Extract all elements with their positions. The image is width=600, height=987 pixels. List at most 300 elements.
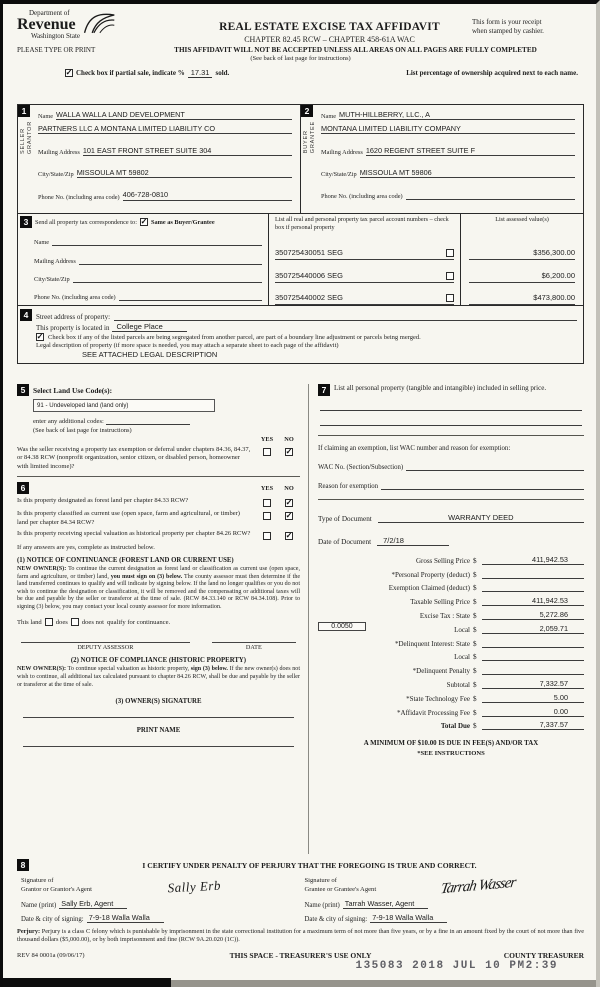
exemption-deferral-question-row <box>17 446 300 471</box>
wac-number-label: WAC No. (Section/Subsection) <box>318 464 404 471</box>
form-title: REAL ESTATE EXCISE TAX AFFIDAVIT <box>219 21 440 33</box>
property-city-field[interactable]: College Place <box>112 322 186 332</box>
section-5-land-use <box>17 384 300 477</box>
date-line[interactable] <box>212 634 296 643</box>
dollar-sign: $ <box>473 667 477 676</box>
s6-q1-yes-checkbox[interactable] <box>263 499 271 507</box>
signature-of-label: Signature of <box>304 877 337 885</box>
street-address-row <box>20 309 577 321</box>
minimum-due-note: A MINIMUM OF $10.00 IS DUE IN FEE(S) AND/OR TAX <box>363 740 539 748</box>
notice-continuance-title: (1) NOTICE OF CONTINUANCE (FOREST LAND OR CURRENT USE) <box>17 557 234 565</box>
send-correspondence-label: Send all property tax correspondence to: <box>35 218 137 226</box>
excise-tax-local-label: Local <box>454 625 470 634</box>
s5-q1-no-checkbox[interactable]: ✓ <box>285 447 293 456</box>
please-type-or-print: PLEASE TYPE OR PRINT <box>17 46 96 54</box>
yes-column-label: YES <box>260 436 274 443</box>
state-technology-fee-label: *State Technology Fee <box>406 694 470 703</box>
street-address-label: Street address of property: <box>36 313 111 321</box>
form-chapters: CHAPTER 82.45 RCW – CHAPTER 458-61A WAC <box>244 35 415 44</box>
yes-cell <box>256 510 278 527</box>
affidavit-processing-fee-row <box>318 703 584 717</box>
dollar-sign: $ <box>473 722 477 731</box>
parcel-numbers-header: List all real and personal property tax parcel account numbers – check box if personal property <box>275 216 449 231</box>
seller-phone-row <box>38 190 292 200</box>
s6-q3-no-checkbox[interactable]: ✓ <box>285 531 293 541</box>
owners-signature-line[interactable] <box>23 705 294 718</box>
correspondence-csz-row <box>34 265 262 283</box>
section-2-number: 2 <box>301 105 313 117</box>
new-owners-lead: NEW OWNER(S): <box>17 566 67 573</box>
personal-property-header <box>318 384 584 396</box>
parcel-1-personal-checkbox[interactable] <box>446 249 454 257</box>
assessed-value-1[interactable]: $356,300.00 <box>469 238 575 260</box>
taxable-selling-price-value[interactable]: 411,942.53 <box>482 596 584 606</box>
wac-number-row <box>318 462 584 471</box>
seller-grantor-side-label <box>20 121 33 154</box>
dollar-sign: $ <box>473 570 477 579</box>
parcel-numbers-column <box>268 214 460 305</box>
grantee-signature-label <box>305 877 377 895</box>
buyer-name-row-2 <box>321 124 575 134</box>
qualify-label: qualify for continuance. <box>107 618 171 626</box>
additional-codes-row <box>33 416 300 425</box>
s5-q1-yes-checkbox[interactable] <box>263 448 271 456</box>
exemption-claimed-value[interactable] <box>482 582 584 592</box>
partial-sale-label: Check box if partial sale, indicate % <box>76 69 185 77</box>
grantee-signature-row <box>304 873 581 898</box>
partial-sale-percent-field[interactable]: 17.31 <box>188 68 213 78</box>
if-yes-note: If any answers are yes, complete as instructed below. <box>17 544 155 552</box>
receipt-note-line2: when stamped by cashier. <box>472 27 544 36</box>
delinquent-penalty-label: *Delinquent Penalty <box>412 667 470 676</box>
csz-label: City/State/Zip <box>34 275 70 283</box>
correspondence-mailing-field[interactable] <box>79 255 262 265</box>
forest-land-question: Is this property designated as forest land per chapter 84.33 RCW? <box>17 497 189 505</box>
section-4-property-location <box>17 306 584 364</box>
csz-label: City/State/Zip <box>321 171 357 179</box>
yes-cell <box>256 446 278 471</box>
date-label: DATE <box>245 644 262 652</box>
dor-logo <box>17 9 187 44</box>
buyer-phone-row <box>321 190 575 200</box>
parties-row <box>17 104 584 214</box>
exemption-deferral-question: Was the seller receiving a property tax exemption or deferral under chapters 84.36, 84.37, or 84.38 RCW (nonprofit organization, senior citizen, or disabled person, homeowner with limited income)? <box>17 446 251 470</box>
buyer-name-field-2[interactable]: MONTANA LIMITED LIABILITY COMPANY <box>321 124 575 134</box>
exemption-reason-row <box>318 481 584 490</box>
certification-statement: I CERTIFY UNDER PENALTY OF PERJURY THAT THE FOREGOING IS TRUE AND CORRECT. <box>142 860 477 870</box>
date-city-label: Date & city of signing: <box>21 916 84 923</box>
no-column-label: NO <box>284 436 294 443</box>
charges-table <box>318 551 584 730</box>
grantee-side-word: GRANTEE <box>310 121 316 154</box>
s6-q3-yes-checkbox[interactable] <box>263 532 271 540</box>
assessed-values-header: List assessed value(s) <box>495 216 549 223</box>
no-cell <box>278 510 300 527</box>
historic-property-question: Is this property receiving special valuation as historical property per chapter 84.26 RCW? <box>17 530 251 538</box>
exemption-claimed-row <box>318 579 584 593</box>
grantee-signature[interactable]: Tarrah Wasser <box>439 874 517 898</box>
current-use-question: Is this property classified as current use (open space, farm and agricultural, or timber) land per chapter 84.34 RCW? <box>17 510 240 526</box>
s6-q2-yes-checkbox[interactable] <box>263 512 271 520</box>
phone-label: Phone No. (including area code) <box>34 294 116 301</box>
deputy-assessor-signature-line[interactable] <box>21 634 190 643</box>
current-use-question-row <box>17 510 300 527</box>
dor-logo-text <box>17 9 80 40</box>
section-8-certification <box>17 859 584 923</box>
cashier-date-stamp: 135083 2018 JUL 10 PM2:39 <box>355 960 558 972</box>
s6-q1-no-checkbox[interactable]: ✓ <box>285 498 293 508</box>
property-located-row <box>36 322 577 332</box>
logo-state-line: Washington State <box>31 32 81 41</box>
exemption-intro: If claiming an exemption, list WAC number and reason for exemption: <box>318 445 511 452</box>
delinquent-penalty-value[interactable] <box>482 665 584 675</box>
land-use-code-select[interactable]: 91 - Undeveloped land (land only) <box>33 399 215 412</box>
see-back-instructions: (See back of last page for instructions) <box>33 427 132 434</box>
parcel-2-personal-checkbox[interactable] <box>446 272 454 280</box>
subtotal-label: Subtotal <box>446 680 470 689</box>
new-owners-lead: NEW OWNER(S): <box>17 666 66 673</box>
total-due-row <box>318 717 584 731</box>
buyer-mailing-row <box>321 146 575 156</box>
seller-side-word: SELLER <box>20 128 26 155</box>
scan-edge-artifact <box>3 978 171 987</box>
gross-selling-price-label: Gross Selling Price <box>415 556 470 565</box>
parcel-number-3[interactable]: 350725440002 SEG <box>275 292 343 302</box>
treasurer-use-only-label: THIS SPACE - TREASURER'S USE ONLY <box>229 951 372 961</box>
grantor-signature-label <box>21 877 92 895</box>
mailing-label: Mailing Address <box>321 149 363 157</box>
dollar-sign: $ <box>473 694 477 703</box>
this-land-label: This land <box>17 618 42 626</box>
mailing-label: Mailing Address <box>34 257 76 265</box>
date-column <box>212 634 296 651</box>
delinquent-interest-local-label: Local <box>454 653 470 662</box>
name-print-label: Name (print) <box>304 902 340 909</box>
gross-selling-price-row <box>318 551 584 565</box>
dollar-sign: $ <box>473 556 477 565</box>
section-8-number: 8 <box>17 859 29 871</box>
taxable-selling-price-label: Taxable Selling Price <box>410 598 470 607</box>
personal-property-line-2[interactable] <box>320 411 582 426</box>
ownership-note: List percentage of ownership acquired next to each name. <box>406 69 578 77</box>
seller-csz-field[interactable]: MISSOULA MT 59802 <box>77 168 292 178</box>
subtotal-value[interactable]: 7,332.57 <box>482 679 584 689</box>
personal-property-label: List all personal property (tangible and intangible) included in selling price. <box>334 384 547 392</box>
signature-columns <box>17 873 584 923</box>
correspondence-phone-row <box>34 283 262 301</box>
segregated-label: Check box if any of the listed parcels are being segregated from another parcel, are part of a boundary line adjustment or parcels being merged. <box>48 333 421 341</box>
receipt-note <box>472 9 584 44</box>
deputy-assessor-column <box>21 634 190 651</box>
segregated-row <box>36 333 577 341</box>
deputy-assessor-label: DEPUTY ASSESSOR <box>77 644 134 652</box>
notice-compliance-post: If the new owner(s) does not wish to continue, all additional tax calculated pursuant to chapter 84.26 RCW, shall be due and payable by the seller or transferor at the time of sale. <box>17 666 300 688</box>
perjury-note <box>17 928 584 944</box>
excise-tax-state-label: Excise Tax : State <box>419 611 470 620</box>
seller-name-row-2 <box>38 124 292 134</box>
delinquent-interest-local-value[interactable] <box>482 651 584 661</box>
historic-property-question-row <box>17 530 300 540</box>
logo-revenue-line: Revenue <box>17 16 76 33</box>
form-header <box>3 4 596 102</box>
grantee-date-city[interactable]: 7-9-18 Walla Walla <box>370 913 447 923</box>
notice-continuance-bold: you must sign on (3) below. <box>110 573 183 580</box>
additional-codes-field[interactable] <box>106 416 190 425</box>
partial-sale-sold-label: sold. <box>215 69 230 77</box>
total-due-label: Total Due <box>440 722 470 731</box>
dor-swoosh-icon <box>82 10 116 37</box>
owners-signature-title: (3) OWNER(S) SIGNATURE <box>115 698 202 706</box>
excise-tax-local-row <box>318 620 584 634</box>
personal-property-deduct-value[interactable] <box>482 569 584 579</box>
section-3-correspondence-and-parcels <box>17 214 584 306</box>
buyer-csz-row <box>321 168 575 178</box>
section-4-number: 4 <box>20 309 32 321</box>
excise-tax-local-value[interactable]: 2,059.71 <box>482 624 584 634</box>
parcel-number-2[interactable]: 350725440006 SEG <box>275 270 343 280</box>
buyer-grantee-side-label <box>303 121 316 153</box>
additional-codes-label: enter any additional codes: <box>33 418 104 425</box>
footer-row <box>17 951 584 960</box>
grantor-name-row <box>21 899 297 909</box>
land-does-checkbox[interactable] <box>45 618 53 626</box>
deputy-assessor-block <box>17 634 300 651</box>
section-6-number: 6 <box>17 482 29 494</box>
state-technology-fee-value[interactable]: 5.00 <box>482 693 584 703</box>
dollar-sign: $ <box>473 680 477 689</box>
left-column <box>17 384 309 854</box>
notice-continuance-post: The county assessor must then determine if the land transferred continues to qualify and will indicate by signing below. If the land no longer qualifies or you do not wish to continue the designation or classification, it will be removed and the compensating or additional taxes will be due and payable by the seller or transferor at the time of sale. (RCW 84.33.140 or RCW 84.34.108). Prior to signing (3) below, you may contact your local county assessor for more information. <box>17 573 301 610</box>
notice-compliance-pre: To continue special valuation as historic property, <box>67 666 190 673</box>
see-instructions-note: *SEE INSTRUCTIONS <box>417 750 485 758</box>
buyer-mailing-field[interactable]: 1620 REGENT STREET SUITE F <box>366 146 575 156</box>
header-mid-row <box>17 46 584 54</box>
print-name-line[interactable] <box>23 734 294 747</box>
partial-sale-row <box>17 68 584 78</box>
logo-dept-line: Department of <box>29 9 70 17</box>
local-rate-box[interactable]: 0.0050 <box>318 622 366 631</box>
assessed-value-2[interactable]: $6,200.00 <box>469 260 575 282</box>
buyer-name-row <box>321 110 575 120</box>
legal-description-label: Legal description of property (if more space is needed, you may attach a separate sheet to each page of the affidavit) <box>36 342 339 349</box>
certification-header <box>17 859 584 871</box>
right-column <box>309 384 584 854</box>
personal-property-deduct-label: *Personal Property (deduct) <box>391 570 470 579</box>
delinquent-interest-state-row <box>318 634 584 648</box>
name-label: Name <box>321 113 337 121</box>
notice-continuance-pre: To continue the current designation as forest land or classification as current use (open space, farm and agriculture, or timber) land, <box>17 566 300 580</box>
document-type-row <box>318 513 584 523</box>
state-technology-fee-row <box>318 689 584 703</box>
grantor-date-row <box>21 913 297 923</box>
receipt-note-line1: This form is your receipt <box>472 18 542 26</box>
dollar-sign: $ <box>473 584 477 593</box>
notice-continuance-body <box>17 566 300 611</box>
does-label: does <box>55 618 68 626</box>
subtotal-row <box>318 675 584 689</box>
buyer-phone-field[interactable] <box>406 190 575 200</box>
document-date-row <box>318 536 584 546</box>
rule <box>318 435 584 436</box>
grantee-signature-block <box>301 873 585 923</box>
exemption-reason-label: Reason for exemption <box>318 483 379 490</box>
correspondence-name-field[interactable] <box>52 236 262 246</box>
parcel-number-1[interactable]: 350725430051 SEG <box>275 248 343 258</box>
correspondence-csz-field[interactable] <box>73 273 262 283</box>
seller-name-field[interactable]: WALLA WALLA LAND DEVELOPMENT <box>56 110 292 120</box>
grantor-date-city[interactable]: 7-9-18 Walla Walla <box>87 913 164 923</box>
personal-property-line-1[interactable] <box>320 396 582 411</box>
buyer-side-word: BUYER <box>303 130 309 154</box>
main-columns <box>17 384 584 854</box>
grantor-signature-row <box>21 873 297 895</box>
yes-column-label: YES <box>260 484 274 492</box>
parcel-row-2 <box>275 260 454 282</box>
rule <box>318 499 584 500</box>
document-date-value[interactable]: 7/2/18 <box>377 536 449 546</box>
header-top-row <box>17 9 584 44</box>
grantee-date-row <box>305 913 581 923</box>
section-1-number: 1 <box>18 105 30 117</box>
yes-cell <box>256 530 278 540</box>
land-qualify-row <box>17 618 300 626</box>
seller-csz-row <box>38 168 292 178</box>
correspondence-mailing-row <box>34 246 262 264</box>
same-as-buyer-checkbox[interactable]: ✓ <box>140 217 148 226</box>
document-type-value[interactable]: WARRANTY DEED <box>378 513 584 523</box>
section-7-sale-details <box>318 384 584 757</box>
notice-compliance-bold: sign (3) below. <box>190 666 228 673</box>
no-cell <box>278 497 300 507</box>
wac-number-field[interactable] <box>406 462 584 471</box>
section-3-number: 3 <box>20 216 32 228</box>
perjury-text: Perjury is a class C felony which is punishable by imprisonment in the state correctional institution for a maximum term of not more than five years, or by a fine in an amount fixed by the court of not more than five thousand dollars ($5,000.00), or by both imprisonment and fine (RCW 9A.20.020 (1C)). <box>17 928 584 944</box>
title-block <box>187 9 472 44</box>
correspondence-column <box>18 214 268 305</box>
dollar-sign: $ <box>473 625 477 634</box>
assessed-values-column <box>460 214 583 305</box>
section-1-seller-grantor <box>17 104 301 214</box>
grantee-name-row <box>305 899 581 909</box>
delinquent-interest-state-label: *Delinquent Interest: State <box>394 639 470 648</box>
dollar-sign: $ <box>473 611 477 620</box>
land-use-title: Select Land Use Code(s): <box>33 385 113 395</box>
buyer-csz-field[interactable]: MISSOULA MT 59806 <box>360 168 575 178</box>
document-date-label: Date of Document <box>318 538 372 546</box>
phone-label: Phone No. (including area code) <box>38 193 120 201</box>
s6-q2-no-checkbox[interactable]: ✓ <box>285 511 293 521</box>
section-5-number: 5 <box>17 384 29 396</box>
partial-sale-checkbox[interactable]: ✓ <box>65 68 73 77</box>
property-located-label: This property is located in <box>36 324 110 332</box>
dollar-sign: $ <box>473 598 477 607</box>
gross-selling-price-value[interactable]: 411,942.53 <box>482 555 584 565</box>
land-does-not-checkbox[interactable] <box>71 618 79 626</box>
total-due-value[interactable]: 7,337.57 <box>482 720 584 730</box>
seller-mailing-row <box>38 146 292 156</box>
dollar-sign: $ <box>473 653 477 662</box>
grantee-printed-name[interactable]: Tarrah Wasser, Agent <box>343 899 429 909</box>
affidavit-processing-fee-value[interactable]: 0.00 <box>482 707 584 717</box>
no-cell <box>278 446 300 471</box>
county-treasurer-label: COUNTY TREASURER <box>503 951 584 961</box>
no-column-label: NO <box>284 484 294 492</box>
see-back-note: (See back of last page for instructions) <box>250 55 351 62</box>
correspondence-header-row <box>20 216 262 228</box>
parcel-row-3 <box>275 283 454 305</box>
street-address-field[interactable] <box>114 312 577 321</box>
signature-of-label: Signature of <box>21 877 54 885</box>
parcel-3-personal-checkbox[interactable] <box>446 294 454 302</box>
name-label: Name <box>38 113 54 121</box>
forest-land-question-row <box>17 497 300 507</box>
yes-no-header <box>17 436 300 443</box>
no-cell <box>278 530 300 540</box>
phone-label: Phone No. (including area code) <box>321 193 403 201</box>
seller-name-row <box>38 110 292 120</box>
form-revision-number: REV 84 0001a (09/06/17) <box>17 952 85 960</box>
mailing-label: Mailing Address <box>38 149 80 157</box>
date-city-label: Date & city of signing: <box>304 916 368 923</box>
does-not-label: does not <box>81 618 104 626</box>
section-2-buyer-grantee <box>300 104 584 214</box>
name-label: Name <box>34 239 50 247</box>
section-7-number: 7 <box>318 384 330 396</box>
grantor-signature[interactable]: Sally Erb <box>167 877 222 896</box>
yes-cell <box>256 497 278 507</box>
notice-compliance-title: (2) NOTICE OF COMPLIANCE (HISTORIC PROPERTY) <box>70 657 247 665</box>
land-use-header-row <box>17 384 300 396</box>
document-type-label: Type of Document <box>318 515 372 523</box>
exemption-reason-field[interactable] <box>381 481 584 490</box>
grantor-agent-label: Grantor or Grantor's Agent <box>21 886 92 894</box>
legal-description-value[interactable]: SEE ATTACHED LEGAL DESCRIPTION <box>82 350 218 359</box>
seller-name-field-2[interactable]: PARTNERS LLC A MONTANA LIMITED LIABILITY CO <box>38 124 292 134</box>
correspondence-phone-field[interactable] <box>119 291 262 301</box>
delinquent-interest-state-value[interactable] <box>482 638 584 648</box>
dollar-sign: $ <box>473 708 477 717</box>
print-name-title: PRINT NAME <box>136 727 181 735</box>
excise-tax-state-value[interactable]: 5,272.86 <box>482 610 584 620</box>
name-print-label: Name (print) <box>21 902 57 909</box>
seller-mailing-field[interactable]: 101 EAST FRONT STREET SUITE 304 <box>83 146 292 156</box>
seller-phone-field[interactable]: 406-728-0810 <box>123 190 292 200</box>
grantee-agent-label: Grantee or Grantee's Agent <box>304 886 377 894</box>
grantor-side-word: GRANTOR <box>27 121 33 155</box>
personal-property-deduct-row <box>318 565 584 579</box>
assessed-value-3[interactable]: $473,800.00 <box>469 283 575 305</box>
buyer-name-field[interactable]: MUTH-HILLBERRY, LLC., A <box>339 110 575 120</box>
parcel-row-1 <box>275 238 454 260</box>
delinquent-penalty-row <box>318 661 584 675</box>
exemption-claimed-label: Exemption Claimed (deduct) <box>388 584 470 593</box>
section-6-designation <box>17 477 300 854</box>
segregated-checkbox[interactable]: ✓ <box>36 332 44 341</box>
grantor-printed-name[interactable]: Sally Erb, Agent <box>59 899 127 909</box>
notice-compliance-body <box>17 666 300 689</box>
delinquent-interest-local-row <box>318 648 584 662</box>
excise-tax-state-row <box>318 606 584 620</box>
grantor-signature-block <box>17 873 301 923</box>
csz-label: City/State/Zip <box>38 171 74 179</box>
same-as-buyer-label: Same as Buyer/Grantee <box>150 218 215 226</box>
perjury-label: Perjury: <box>17 928 41 935</box>
yes-no-header <box>17 482 300 494</box>
taxable-selling-price-row <box>318 592 584 606</box>
not-accepted-warning: THIS AFFIDAVIT WILL NOT BE ACCEPTED UNLESS ALL AREAS ON ALL PAGES ARE FULLY COMPLETED <box>174 46 537 54</box>
dollar-sign: $ <box>473 639 477 648</box>
affidavit-processing-fee-label: *Affidavit Processing Fee <box>397 708 470 717</box>
